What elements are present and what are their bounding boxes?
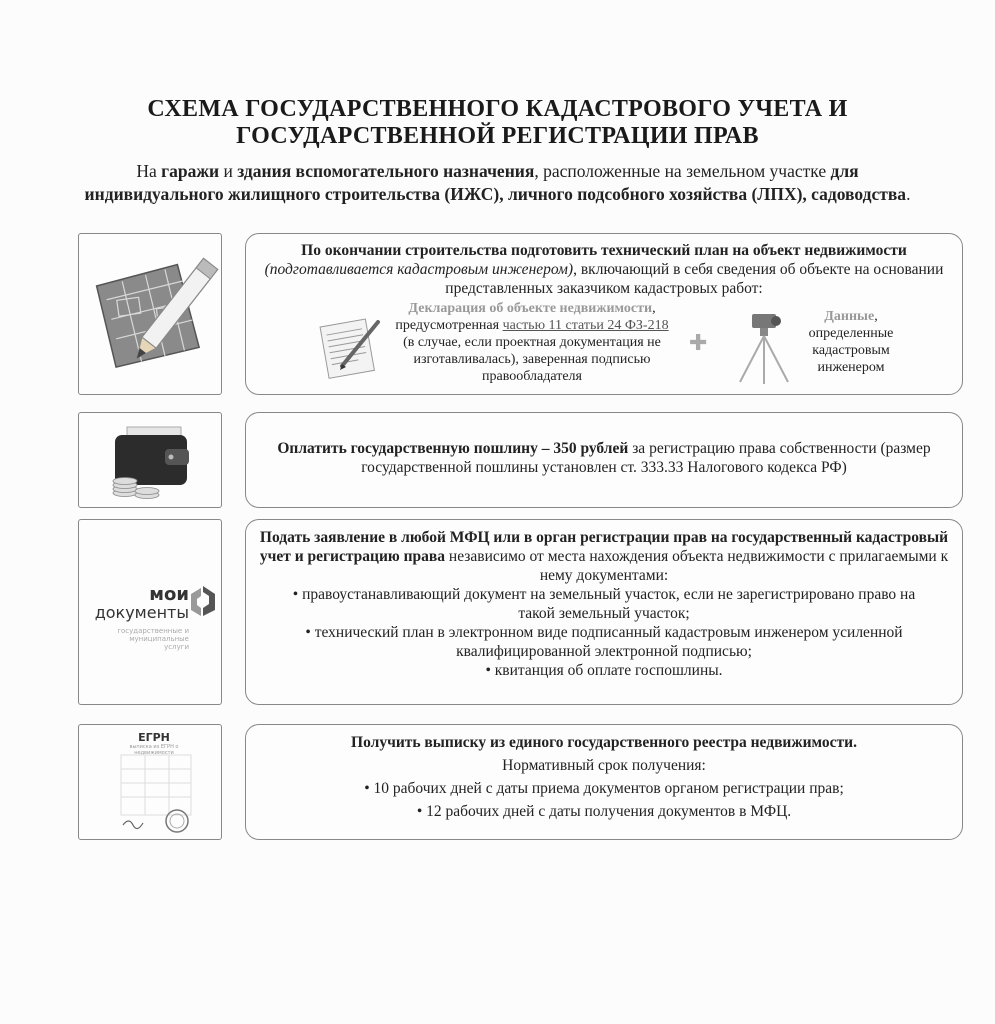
step4-term-label: Нормативный срок получения: [502,757,706,774]
surveyor-data-text [796,308,906,376]
plus-icon: ✚ [689,331,708,356]
step2-desc: за регистрацию права собственности (размер государственной пошлины установлен ст. 333.33 Налогового кодекса РФ) [361,440,931,476]
step4-box [245,724,963,840]
step3-icon-box [78,519,222,705]
moi-dokumenty-logo [81,586,189,651]
title-line-1: СХЕМА ГОСУДАРСТВЕННОГО КАДАСТРОВОГО УЧЕТА И [147,96,848,122]
plan-pencil-icon [79,234,221,394]
step1-icon-box [78,233,222,395]
step4-heading-text: Получить выписку из единого государственного реестра недвижимости. [351,734,857,751]
step1-desc: , включающий в себя сведения об объекте на основании представленных заказчиком кадастровых работ: [445,261,944,297]
step1-heading: По окончании строительства подготовить технический план на объект недвижимости [301,242,907,259]
surveyor-data-desc: , определенные кадастровым инженером [808,309,894,375]
step3-list-item: • квитанция об оплате госпошлины. [485,662,723,679]
egrn-doc-subtitle: выписка из ЕГРН о недвижимости [129,744,179,756]
title-line-2: ГОСУДАРСТВЕННОЙ РЕГИСТРАЦИИ ПРАВ [236,123,759,149]
declaration-text-1: предусмотренная [395,318,503,333]
logo-line-2: документы [94,603,189,622]
step2-box [245,412,963,508]
declaration-icon [316,314,388,380]
subtitle-aux-buildings: здания вспомогательного назначения [237,161,535,181]
subtitle-land-use: для индивидуального жилищного строительства (ИЖС), личного подсобного хозяйства (ЛПХ), садоводства [84,161,907,204]
logo-caption: государственные и муниципальные услуги [117,627,189,651]
egrn-extract-icon [115,749,199,835]
declaration-text-2: (в случае, если проектная документация не изготавливалась), заверенная подписью правообладателя [403,335,661,384]
step2-heading: Оплатить государственную пошлину – 350 рублей [277,440,629,457]
step4-heading [246,725,962,756]
step3-list-item: • технический план в электронном виде подписанный кадастровым инженером усиленной квалифицированной электронной подписью; [305,624,903,660]
step3-list-item: • правоустанавливающий документ на земельный участок, если не зарегистрировано право на такой земельный участок; [292,586,916,622]
subtitle-text: и [219,161,238,181]
subtitle-garages: гаражи [161,161,220,181]
surveyor-data-title: Данные [824,309,875,324]
logo-emblem-icon [189,584,217,618]
subtitle-text: , расположенные на земельном участке [534,161,831,181]
subtitle-text: На [136,161,162,181]
declaration-text [394,300,670,385]
step4-list-item: • 12 рабочих дней с даты получения документов в МФЦ. [416,803,792,820]
step1-box [245,233,963,395]
step2-text [246,413,962,477]
egrn-doc-title: ЕГРН [138,731,170,744]
page-title [60,96,935,150]
surveyor-theodolite-icon [730,306,798,386]
wallet-coins-icon [79,413,221,507]
step3-heading: Подать заявление в любой МФЦ или в орган регистрации прав на государственный кадастровый учет и регистрацию права [259,529,949,565]
subtitle-text: . [906,184,911,204]
law-reference-link[interactable]: частью 11 статьи 24 ФЗ-218 [502,318,669,333]
subtitle [80,160,915,206]
step1-text [246,234,962,298]
step2-icon-box [78,412,222,508]
declaration-title: Декларация об объекте недвижимости [408,301,653,316]
logo-line-1: мои [149,584,189,605]
step3-text [246,520,962,585]
step1-note: (подготавливается кадастровым инженером) [264,261,574,278]
step4-icon-box [78,724,222,840]
step3-box [245,519,963,705]
step3-desc: независимо от места нахождения объекта недвижимости с прилагаемыми к нему документами: [445,548,949,584]
declaration-comma: , [652,301,656,316]
step4-list-item: • 10 рабочих дней с даты приема документов органом регистрации прав; [364,780,844,797]
